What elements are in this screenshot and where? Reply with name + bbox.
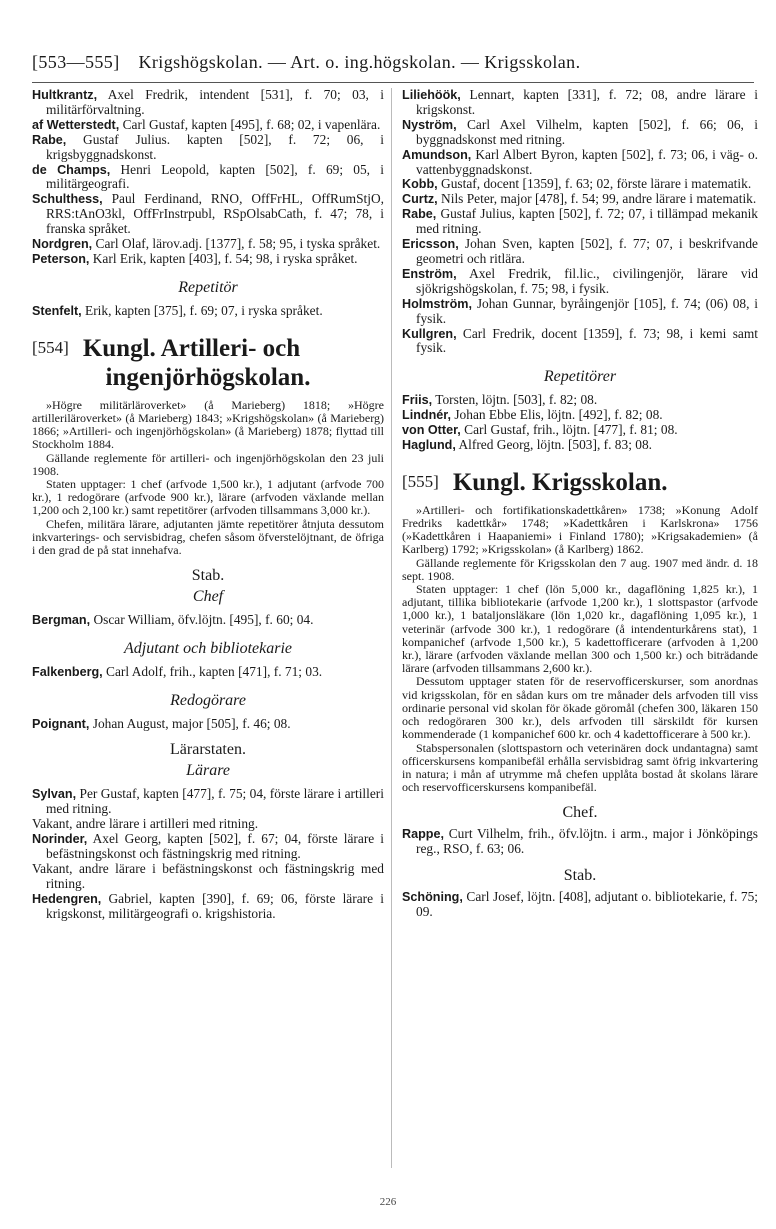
stab-heading-555: Stab. [563,867,597,885]
list-item: Hultkrantz, Axel Fredrik, intendent [531], f. 70; 03, i militärförvaltning. [32,87,385,117]
list-item: Vakant, andre lärare i befästningskonst och fästningskrig med ritning. [32,860,384,891]
paragraph: Chefen, militära lärare, adjutanten jämte repetitörer åtnjuta dessutom inkvarterings- och servisbidrag, chefen såsom öfverstelöjtnant, de öfriga i den grad de på stat innehafva. [32,516,384,557]
lararstaten-heading: Lärarstaten. [170,741,246,759]
list-item: Schöning, Carl Josef, löjtn. [408], adjutant o. bibliotekarie, f. 75; 09. [402,888,758,919]
section-title: Kungl. Krigsskolan. [452,468,668,496]
section-title: Kungl. Artilleri- och [82,334,301,362]
paragraph: Staten upptager: 1 chef (lön 5,000 kr., dagaflöning 1,825 kr.), 1 adjutant, tillika bibliotekarie (arfvode 1,200 kr.), 1 slottspastor (arfvode 1,000 kr.), 1 bataljonsläkare (lön 1,020 kr., dagaflöning 1,095 kr.), 1 veterinär (arfvode 300 kr.), 1 redogörare (å intendenturkårens stat), 1 kompanichef (arfvode 1,500 kr.), 5 kadettofficerare (arfvoden à 1,200 kr.), lärare (arfvoden växlande mellan 300 och 1,500 kr.) och biträdande lärare (arfvoden tillsammans 2,600 kr.). [402,582,758,676]
section-heading-554 [32,335,384,362]
list-item: Friis, Torsten, löjtn. [503], f. 82; 08. [402,392,598,408]
list-item: Stenfelt, Erik, kapten [375], f. 69; 07, i ryska språket. [32,302,323,318]
page-number: 226 [379,1196,397,1208]
right-column [402,88,758,920]
list-item: Schulthess, Paul Ferdinand, RNO, OffFrHL, OffRumStjO, RRS:tAnO3kl, OffFrInstrpubl, RSpOlsabCath, f. 47; 78, i franska språket. [32,191,384,237]
list-item: Amundson, Karl Albert Byron, kapten [502], f. 73; 06, i väg- o. vattenbyggnadskonst. [402,146,758,177]
list-item: Nyström, Carl Axel Vilhelm, kapten [502], f. 66; 06, i byggnadskonst med ritning. [402,116,758,147]
redogorare-heading: Redogörare [170,691,246,709]
list-item: Peterson, Karl Erik, kapten [403], f. 54; 98, i ryska språket. [32,250,358,266]
paragraph: Dessutom upptager staten för de reservofficerskurser, som anordnas vid krigsskolan, för en sådan kurs om tre månader dels arfvoden till viss ordinarie personal vid skolan för ökade göromål (chefen 300, läkaren 150 och redogöraren 300 kr.), dels arfvoden till särskildt för kursen kommenderade (1 kompanichef 600 kr. och 4 kadettofficerare à 500 kr.). [402,674,758,742]
header-rule [32,82,754,83]
list-item: Kobb, Gustaf, docent [1359], f. 63; 02, förste lärare i matematik. [402,176,752,192]
repetitorer-heading: Repetitörer [543,368,617,386]
list-item: Hedengren, Gabriel, kapten [390], f. 69; 06, förste lärare i krigskonst, militärgeografi o. krigshistoria. [32,890,384,921]
running-header [32,52,752,80]
list-item: Kullgren, Carl Fredrik, docent [1359], f. 73; 98, i kemi samt fysik. [402,325,758,356]
list-item: Ericsson, Johan Sven, kapten [502], f. 77; 07, i beskrifvande geometri och ritlära. [402,236,758,266]
list-item: Holmström, Johan Gunnar, byråingenjör [105], f. 74; (06) 08, i fysik. [402,295,758,326]
list-item: Lindnér, Johan Ebbe Elis, löjtn. [492], f. 82; 08. [402,407,663,423]
section-heading-555 [402,469,758,496]
list-item: Sylvan, Per Gustaf, kapten [477], f. 75; 04, förste lärare i artilleri med ritning. [32,786,384,817]
repetitor-heading: Repetitör [178,278,238,296]
list-item: von Otter, Carl Gustaf, frih., löjtn. [477], f. 81; 08. [402,422,678,438]
header-title: Krigshögskolan. — Art. o. ing.högskolan. — Krigsskolan. [138,52,581,72]
chef-heading: Chef [192,588,224,606]
list-item: Liliehöök, Lennart, kapten [331], f. 72; 08, andre lärare i krigskonst. [402,87,758,117]
list-item: Haglund, Alfred Georg, löjtn. [503], f. 83; 08. [402,436,652,452]
header-range: [553—555] [32,52,120,72]
list-item: Norinder, Axel Georg, kapten [502], f. 67; 04, förste lärare i befästningskonst och fästningskrig med ritning. [32,831,385,861]
list-item: Curtz, Nils Peter, major [478], f. 54; 99, andre lärare i matematik. [402,191,757,207]
list-item: Rabe, Gustaf Julius. kapten [502], f. 72; 06, i krigsbyggnadskonst. [32,131,384,162]
paragraph: Gällande reglemente för artilleri- och ingenjörhögskolan den 23 juli 1908. [32,450,384,478]
list-item: Vakant, andre lärare i artilleri med ritning. [32,816,259,832]
paragraph: »Högre militärläroverket» (å Marieberg) 1818; »Högre artilleriläroverket» (å Marieberg) 1843; »Krigshögskolan» (å Marieberg) 1866; »Artilleri- och ingenjörhögskolan» (å Marieberg) 1878; flyttad till Stockholm 1884. [32,397,384,452]
list-item: Poignant, Johan August, major [505], f. 46; 08. [32,715,291,731]
paragraph: Staten upptager: 1 chef (arfvode 1,500 kr.), 1 adjutant (arfvode 700 kr.), 1 redogörare (arfvode 900 kr.), lärare (arfvoden växlande mellan 1,200 och 2,100 kr.) samt repetitörer (arfvoden tillsammans 3,000 kr.). [32,476,384,518]
list-item: Falkenberg, Carl Adolf, frih., kapten [471], f. 71; 03. [32,663,323,679]
paragraph: Gällande reglemente för Krigsskolan den 7 aug. 1907 med ändr. d. 18 sept. 1908. [402,555,758,583]
list-item: af Wetterstedt, Carl Gustaf, kapten [495], f. 68; 02, i vapenlära. [32,116,381,132]
stab-heading: Stab. [191,567,225,585]
paragraph: Stabspersonalen (slottspastorn och veterinären dock undantagna) samt officerskursens kompanibefäl erhålla servisbidrag samt öfrig inkvartering in natura; i mån af utrymme må chefen upplåta bostad åt skolans lärare och reservofficerskursens kompanibefäl. [402,740,758,795]
section-number: [554] [32,337,69,357]
adjutant-heading: Adjutant och bibliotekarie [124,639,292,657]
larare-heading: Lärare [186,762,230,780]
list-item: Bergman, Oscar William, öfv.löjtn. [495], f. 60; 04. [32,611,314,627]
list-item: Rappe, Curt Vilhelm, frih., öfv.löjtn. i arm., major i Jönköpings reg., RSO, f. 63; 06. [402,826,758,857]
list-item: Enström, Axel Fredrik, fil.lic., civilingenjör, lärare vid sjökrigshögskolan, f. 75; 98, i fysik. [402,265,758,296]
list-item: Nordgren, Carl Olaf, lärov.adj. [1377], f. 58; 95, i tyska språket. [32,236,381,252]
left-column [32,88,384,921]
paragraph: »Artilleri- och fortifikationskadettkåren» 1738; »Konung Adolf Fredriks kadettkår» 1748; »Kadettkåren i Karlskrona» 1756 (»Kadettkåren i Haapaniemi» i Finland 1780); »Krigsakademien» (å Karlberg) 1792; »Krigsskolan» (å Karlberg) 1862. [402,502,758,557]
section-title-line2: ingenjörhögskolan. [105,363,311,391]
section-number: [555] [402,471,439,491]
list-item: de Champs, Henri Leopold, kapten [502], f. 69; 05, i militärgeografi. [32,161,384,192]
chef-heading-555: Chef. [562,804,598,822]
list-item: Rabe, Gustaf Julius, kapten [502], f. 72; 07, i tillämpad mekanik med ritning. [402,206,758,237]
column-divider [391,88,392,1168]
